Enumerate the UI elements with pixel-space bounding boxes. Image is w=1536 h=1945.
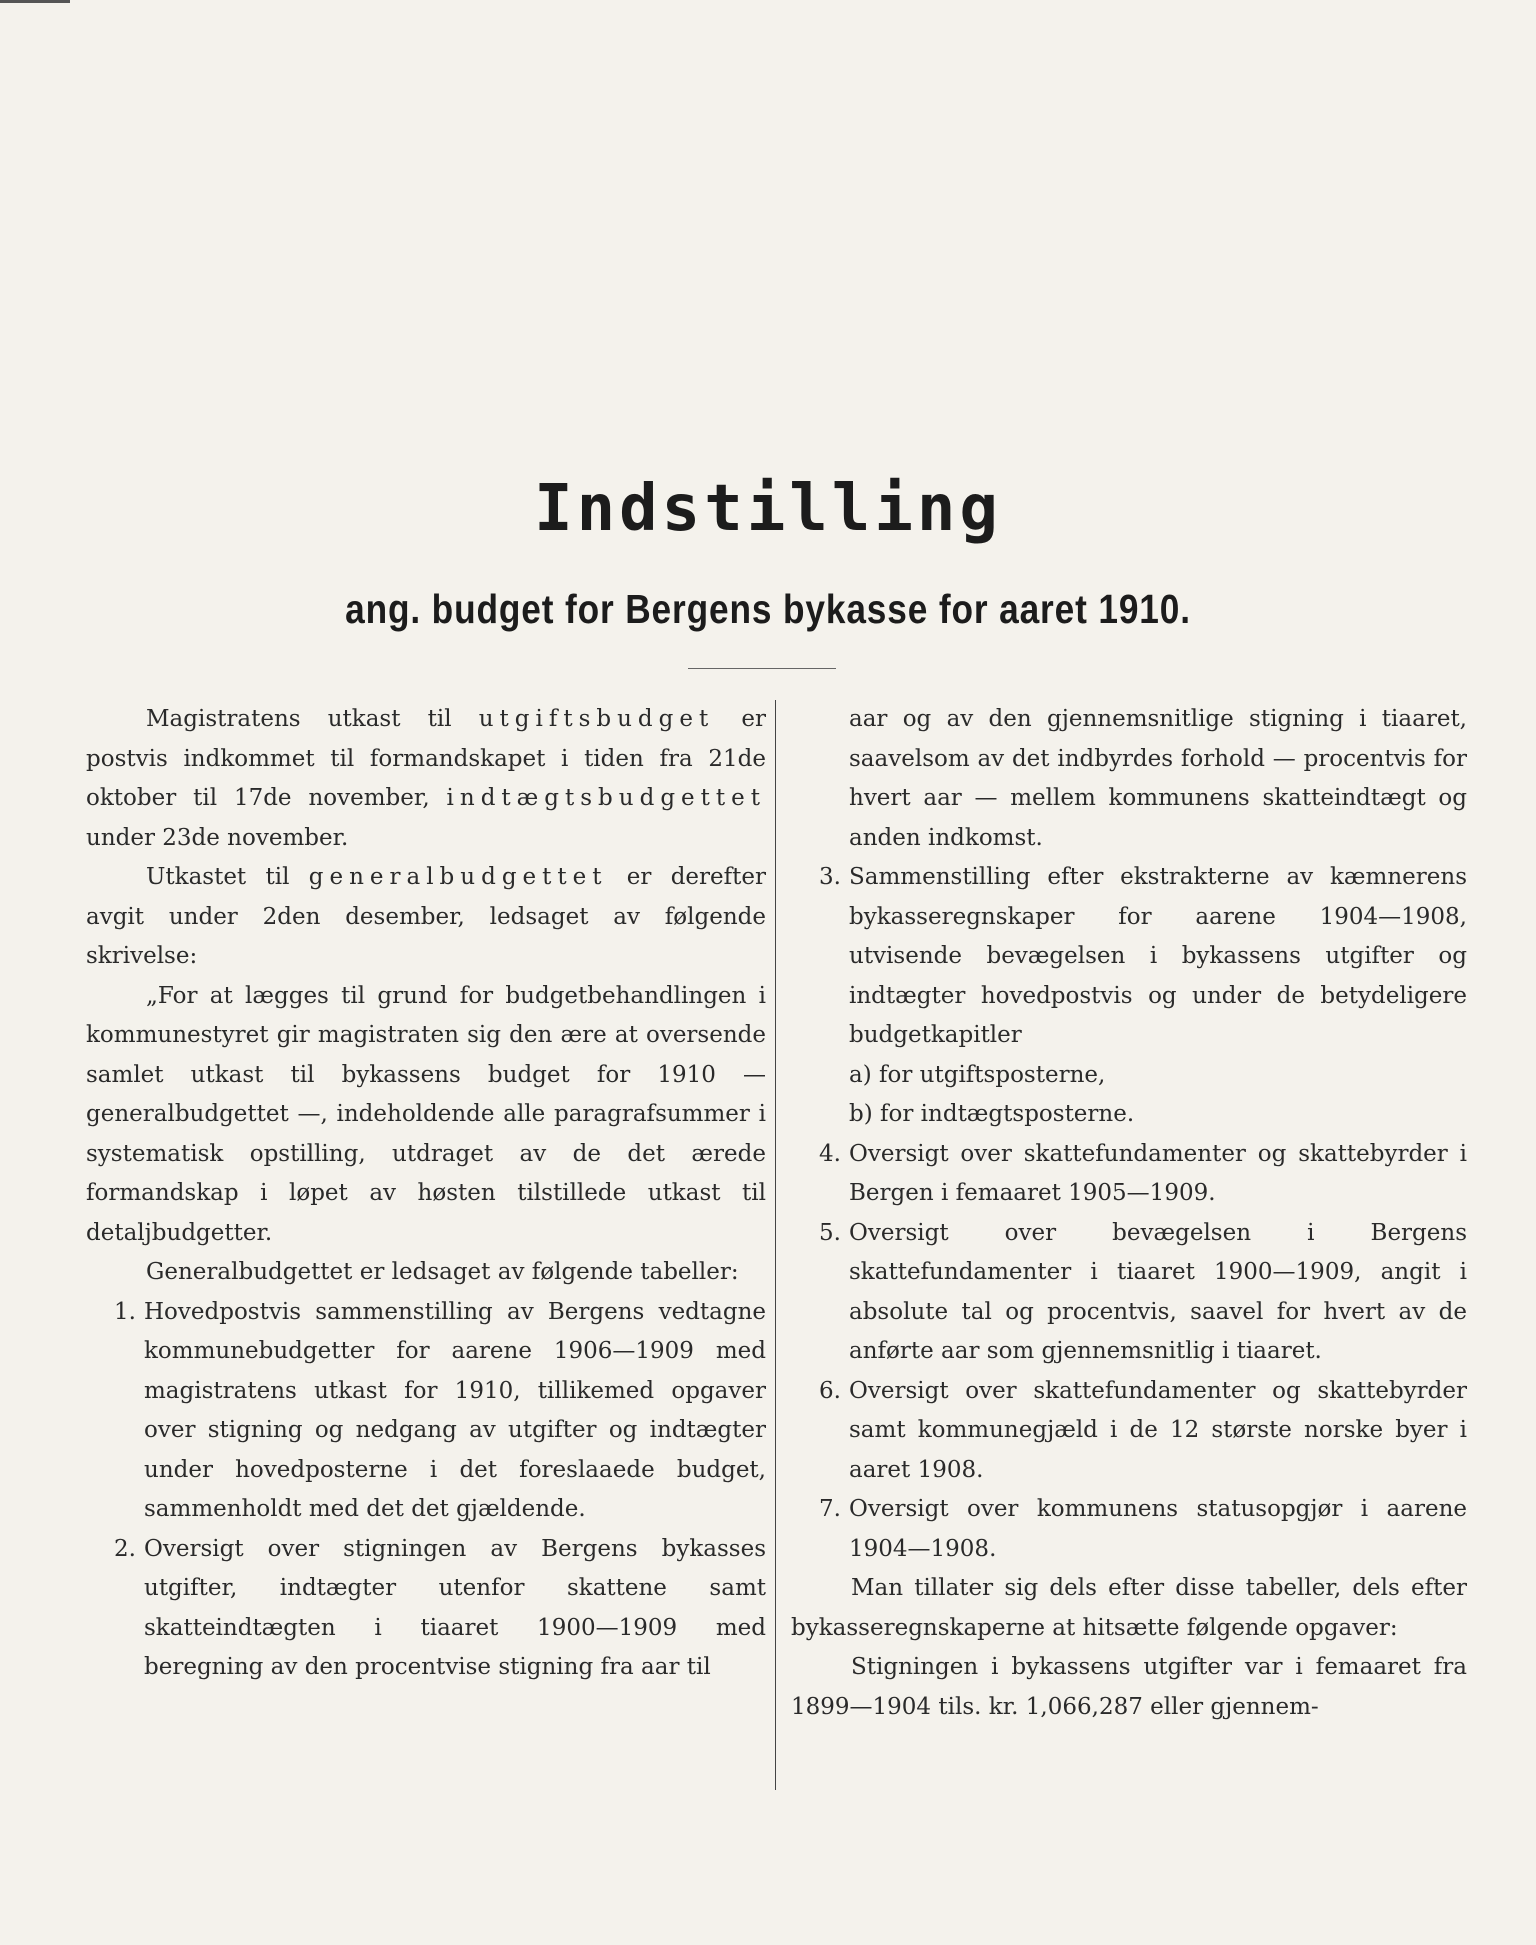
- paragraph-general-budget: [86, 858, 766, 977]
- list-item-number: 4.: [819, 1140, 841, 1167]
- document-title: Indstilling: [534, 472, 1002, 546]
- list-item: [791, 858, 1467, 1056]
- text-span: er derefter avgit under 2den desember, ledsaget av følgende skrivelse:: [86, 864, 766, 969]
- list-item: [791, 1214, 1467, 1372]
- list-item: [86, 1530, 766, 1688]
- document-subtitle: ang. budget for Bergens bykasse for aaret 1910.: [345, 586, 1191, 632]
- left-column: [86, 700, 766, 1688]
- paragraph-stigning: Stigningen i bykassens utgifter var i femaaret fra 1899—1904 tils. kr. 1,066,287 eller gjennem-: [791, 1654, 1467, 1720]
- list-item-text: Oversigt over kommunens statusopgjør i aarene 1904—1908.: [849, 1496, 1467, 1562]
- paragraph-tables-intro: Generalbudgettet er ledsaget av følgende tabeller:: [146, 1259, 739, 1285]
- text-span: Magistratens utkast til: [146, 706, 479, 732]
- list-item-continuation: aar og av den gjennemsnitlige stigning i tiaaret, saavelsom av det indbyrdes forhold — procentvis for hvert aar — mellem kommunens skatteindtægt og anden indkomst.: [849, 706, 1467, 851]
- list-item-text: Oversigt over bevægelsen i Bergens skattefundamenter i tiaaret 1900—1909, angit i absolute tal og procentvis, saavel for hvert av de anførte aar som gjennemsnitlig i tiaaret.: [849, 1219, 1467, 1364]
- paragraph-letter: „For at lægges til grund for budgetbehandlingen i kommunestyret gir magistraten sig den ære at oversende samlet utkast til bykassens budget for 1910 — generalbudgettet —, indeholdende alle paragrafsummer i systematisk opstilling, utdraget av de det ærede formandskap i løpet av høsten tilstillede utkast til detaljbudgetter.: [86, 982, 766, 1246]
- list-item: [791, 1372, 1467, 1491]
- right-column: [791, 700, 1467, 1727]
- list-item-text: Sammenstilling efter ekstrakterne av kæmnerens bykasseregnskaper for aarene 1904—1908, utvisende bevægelsen i bykassens utgifter og indtægter hovedpostvis og under de betydeligere budgetkapitler: [849, 864, 1467, 1048]
- list-item: [791, 1135, 1467, 1214]
- column-divider: [775, 700, 776, 1790]
- list-item-text: Oversigt over skattefundamenter og skattebyrder samt kommunegjæld i de 12 største norske byer i aaret 1908.: [849, 1377, 1467, 1483]
- list-item-number: 3.: [819, 864, 841, 890]
- spaced-term: indtægtsbudgettet: [446, 785, 766, 811]
- sub-item: b) for indtægtsposterne.: [849, 1101, 1135, 1127]
- sub-item: a) for utgiftsposterne,: [849, 1061, 1106, 1088]
- spaced-term: generalbudgettet: [308, 864, 608, 890]
- list-item-number: 1.: [114, 1298, 136, 1325]
- paragraph-intro: [86, 700, 766, 858]
- spaced-term: utgiftsbudget: [478, 706, 715, 732]
- list-item-number: 7.: [819, 1496, 841, 1522]
- text-span: Utkastet til: [146, 864, 309, 890]
- title-rule: [688, 668, 836, 669]
- list-item-number: 5.: [819, 1219, 841, 1246]
- list-item: [791, 1490, 1467, 1569]
- paragraph-opgaver: Man tillater sig dels efter disse tabeller, dels efter bykasseregnskaperne at hitsætte følgende opgaver:: [791, 1575, 1467, 1641]
- list-item: [86, 1293, 766, 1530]
- scan-corner-mark: [0, 0, 70, 3]
- text-span: under 23de november.: [86, 824, 349, 851]
- list-item-text: Hovedpostvis sammenstilling av Bergens vedtagne kommunebudgetter for aarene 1906—1909 med magistratens utkast for 1910, tillikemed opgaver over stigning og nedgang av utgifter og indtægter under hovedposterne i det foreslaaede budget, sammenholdt med det det gjældende.: [144, 1298, 766, 1522]
- list-item-number: 6.: [819, 1377, 841, 1404]
- list-item-text: Oversigt over stigningen av Bergens bykasses utgifter, indtægter utenfor skattene samt skatteindtægten i tiaaret 1900—1909 med beregning av den procentvise stigning fra aar til: [144, 1535, 766, 1680]
- text-span: er postvis indkommet til formandskapet i tiden fra 21de oktober til 17de november,: [86, 706, 766, 811]
- list-item-number: 2.: [114, 1535, 136, 1562]
- list-item-text: Oversigt over skattefundamenter og skattebyrder i Bergen i femaaret 1905—1909.: [849, 1140, 1467, 1206]
